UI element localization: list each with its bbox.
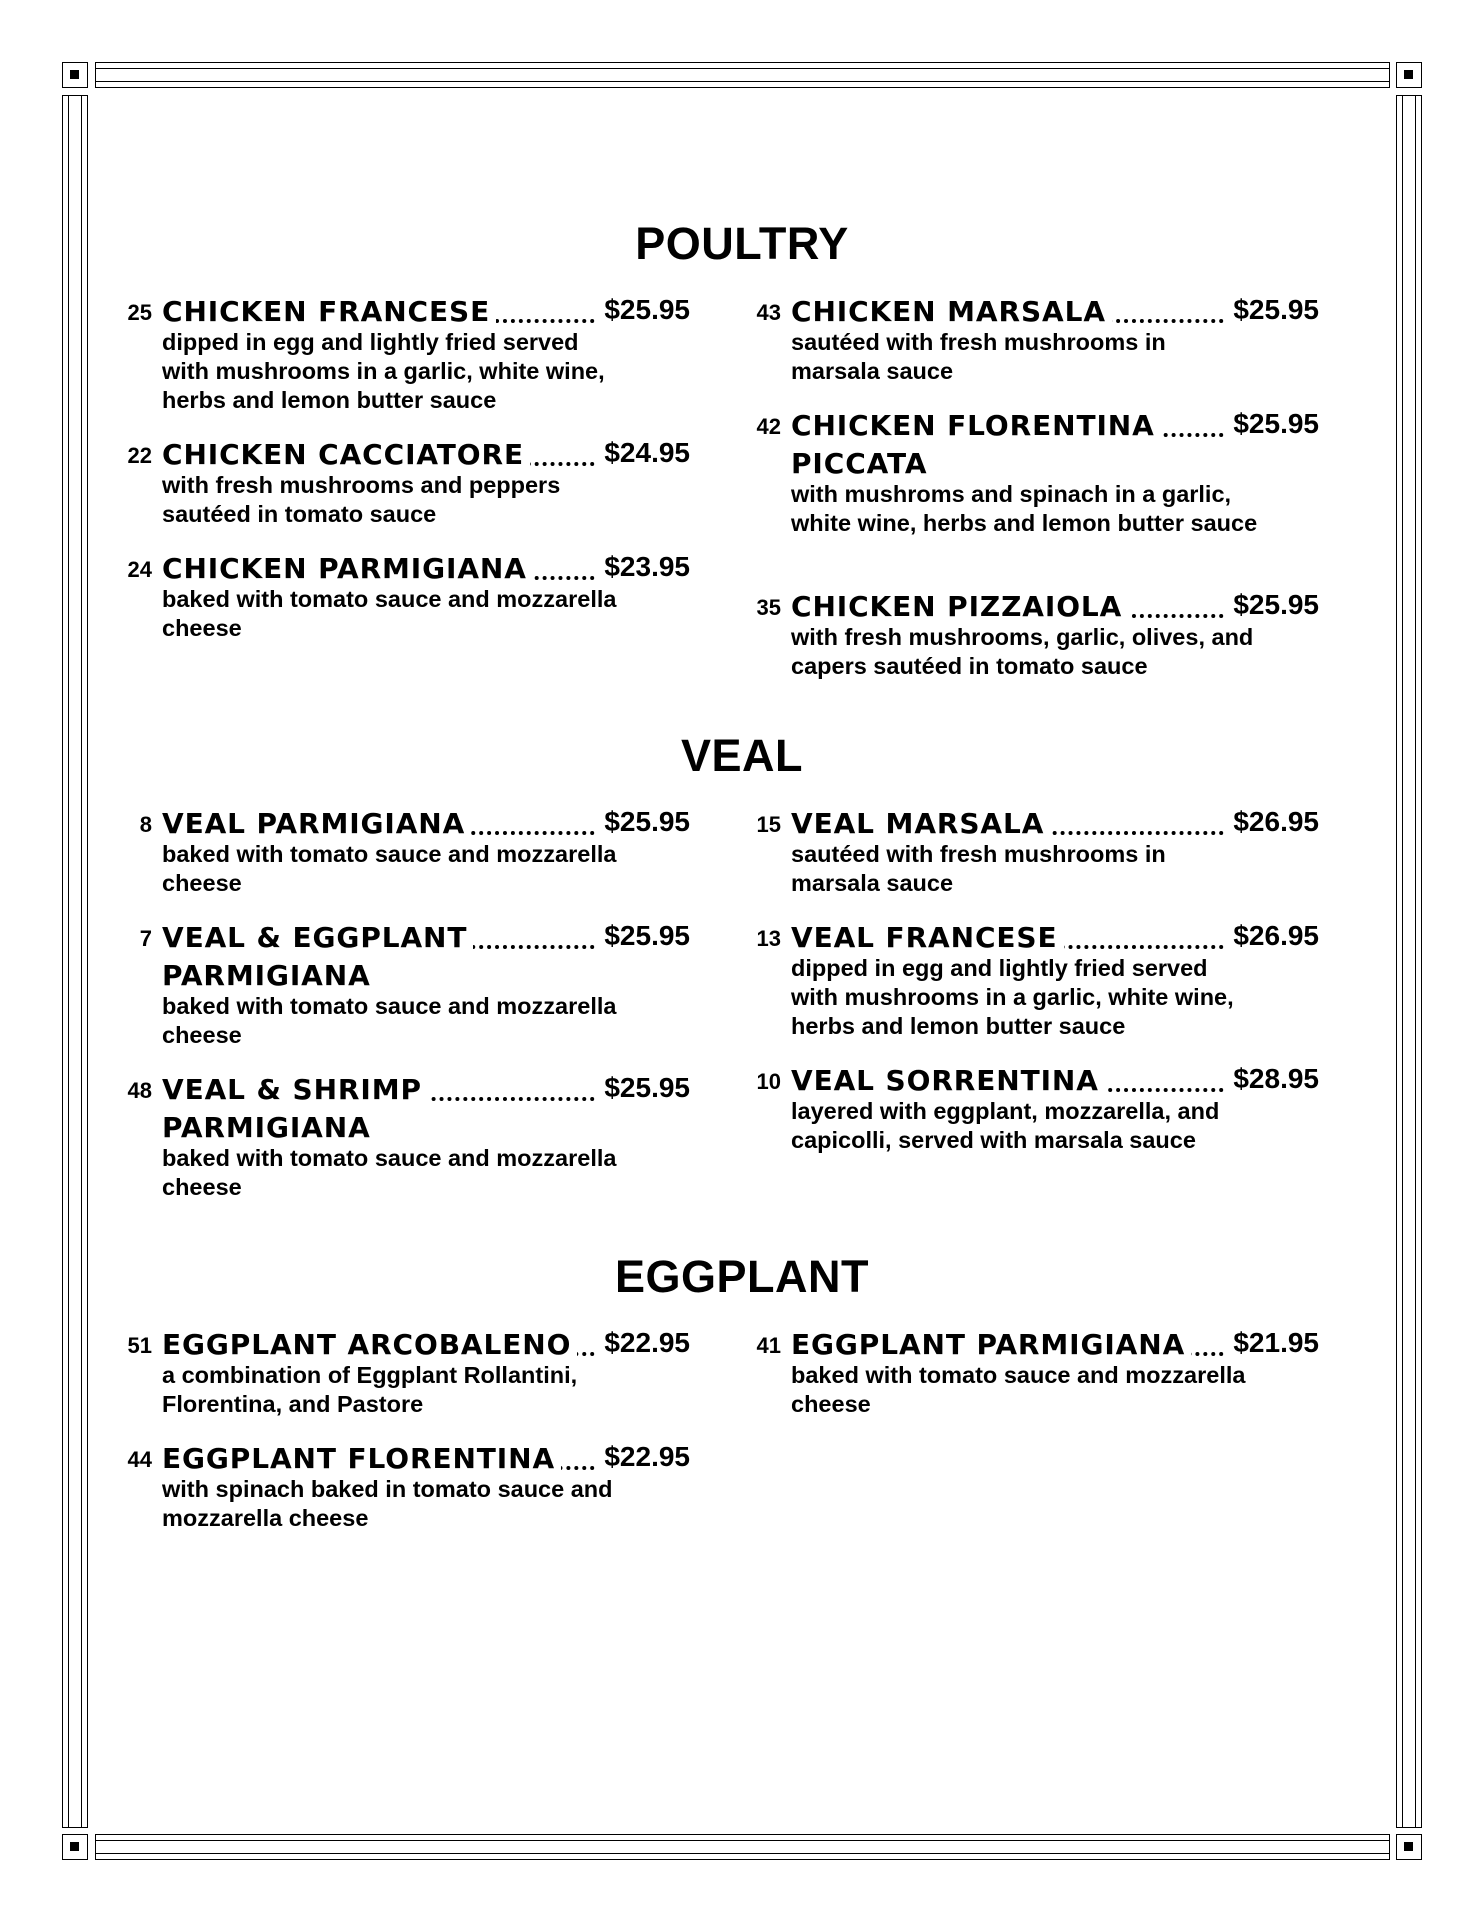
frame-border-top — [95, 62, 1390, 88]
item-number: 13 — [756, 926, 781, 951]
frame-corner-bottom-left — [62, 1834, 88, 1860]
item-number: 8 — [139, 812, 152, 837]
frame-border-bottom — [95, 1834, 1390, 1860]
section-title-veal: VEAL — [680, 730, 803, 781]
item-name: CHICKEN FRANCESE — [162, 295, 496, 328]
item-name-line2: PARMIGIANA — [162, 1111, 371, 1144]
item-number: 15 — [756, 812, 781, 837]
item-description: baked with tomato sauce and mozzarella cheese — [791, 1362, 1246, 1417]
item-price: $25.95 — [596, 806, 690, 838]
item-price: $23.95 — [596, 551, 690, 583]
item-name: CHICKEN PIZZAIOLA — [791, 590, 1128, 623]
item-price: $24.95 — [596, 437, 690, 469]
item-name: CHICKEN CACCIATORE — [162, 438, 530, 471]
item-number: 41 — [756, 1333, 781, 1358]
item-description: dipped in egg and lightly fried served with mushrooms in a garlic, white wine, herbs and lemon butter sauce — [791, 955, 1234, 1039]
item-description: baked with tomato sauce and mozzarella cheese — [162, 586, 617, 641]
frame-corner-top-left — [62, 62, 88, 88]
item-number: 10 — [756, 1069, 781, 1094]
item-name-line2: PARMIGIANA — [162, 959, 371, 992]
item-price: $22.95 — [596, 1327, 690, 1359]
section-title-poultry: POULTRY — [635, 218, 849, 269]
item-name: CHICKEN PARMIGIANA — [162, 552, 533, 585]
item-description: a combination of Eggplant Rollantini, Florentina, and Pastore — [162, 1362, 578, 1417]
item-price: $26.95 — [1225, 806, 1319, 838]
item-price: $25.95 — [596, 1072, 690, 1104]
item-name: EGGPLANT PARMIGIANA — [791, 1328, 1191, 1361]
item-price: $25.95 — [1225, 294, 1319, 326]
item-number: 51 — [127, 1333, 152, 1358]
item-description: baked with tomato sauce and mozzarella cheese — [162, 841, 617, 896]
item-description: baked with tomato sauce and mozzarella cheese — [162, 993, 617, 1048]
item-name: CHICKEN MARSALA — [791, 295, 1112, 328]
item-number: 35 — [756, 595, 781, 620]
item-number: 25 — [127, 300, 152, 325]
item-name: VEAL & SHRIMP — [162, 1073, 428, 1106]
item-number: 22 — [127, 443, 152, 468]
frame-border-right — [1396, 95, 1422, 1828]
section-title-eggplant: EGGPLANT — [614, 1251, 869, 1302]
item-price: $26.95 — [1225, 920, 1319, 952]
item-name: VEAL SORRENTINA — [791, 1064, 1105, 1097]
item-description: with fresh mushrooms, garlic, olives, and capers sautéed in tomato sauce — [791, 624, 1254, 679]
frame-corner-top-right — [1396, 62, 1422, 88]
item-number: 43 — [756, 300, 781, 325]
frame-border-left — [62, 95, 88, 1828]
item-name: VEAL MARSALA — [791, 807, 1050, 840]
item-name: EGGPLANT FLORENTINA — [162, 1442, 561, 1475]
item-description: layered with eggplant, mozzarella, and capicolli, served with marsala sauce — [791, 1098, 1220, 1153]
item-price: $25.95 — [596, 294, 690, 326]
item-description: dipped in egg and lightly fried served with mushrooms in a garlic, white wine, herbs and lemon butter sauce — [162, 329, 605, 413]
item-price: $25.95 — [1225, 408, 1319, 440]
item-number: 44 — [127, 1447, 152, 1472]
item-description: baked with tomato sauce and mozzarella cheese — [162, 1145, 617, 1200]
item-description: with fresh mushrooms and peppers sautéed in tomato sauce — [162, 472, 561, 527]
item-name: VEAL PARMIGIANA — [162, 807, 471, 840]
item-description: sautéed with fresh mushrooms in marsala sauce — [791, 329, 1166, 384]
item-number: 42 — [756, 414, 781, 439]
item-price: $25.95 — [596, 920, 690, 952]
item-description: sautéed with fresh mushrooms in marsala sauce — [791, 841, 1166, 896]
item-price: $25.95 — [1225, 589, 1319, 621]
frame-corner-bottom-right — [1396, 1834, 1422, 1860]
item-price: $22.95 — [596, 1441, 690, 1473]
item-name: EGGPLANT ARCOBALENO — [162, 1328, 577, 1361]
item-number: 24 — [127, 557, 152, 582]
item-price: $28.95 — [1225, 1063, 1319, 1095]
item-name: CHICKEN FLORENTINA — [791, 409, 1161, 442]
item-number: 7 — [139, 926, 152, 951]
item-name-line2: PICCATA — [791, 447, 928, 480]
item-price: $21.95 — [1225, 1327, 1319, 1359]
item-name: VEAL FRANCESE — [791, 921, 1064, 954]
item-description: with spinach baked in tomato sauce and mozzarella cheese — [162, 1476, 613, 1531]
item-name: VEAL & EGGPLANT — [162, 921, 473, 954]
item-number: 48 — [127, 1078, 152, 1103]
item-description: with mushroms and spinach in a garlic, white wine, herbs and lemon butter sauce — [791, 481, 1258, 536]
